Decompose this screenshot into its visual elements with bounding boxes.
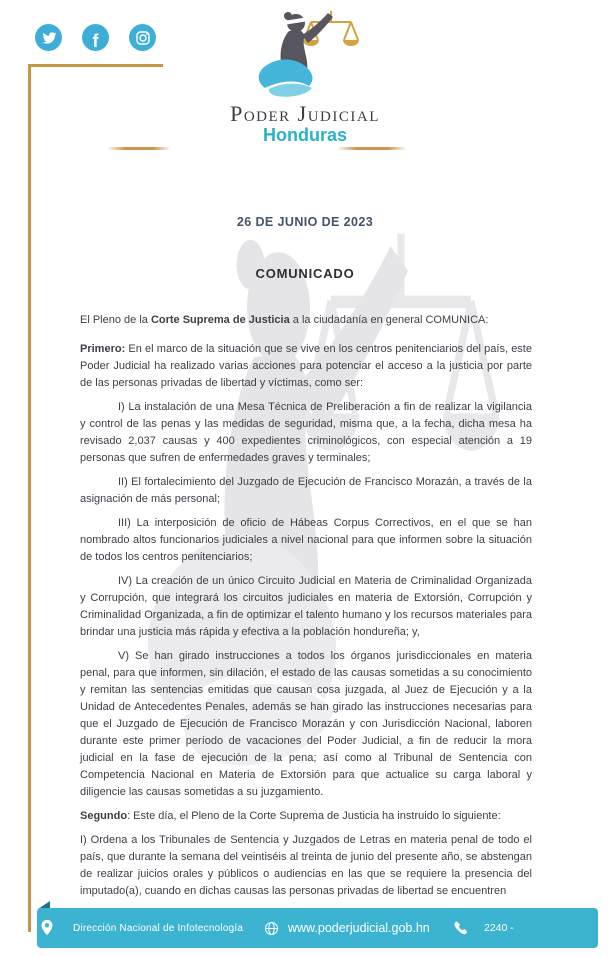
paragraph: Primero: En el marco de la situación que se vive en los centros penitenciarios del país, este Poder Judicial ha realizado varias acciones para potenciar el acceso a la justicia por parte de las personas privadas de libertad y víctimas, como ser: <box>80 343 532 389</box>
document-title: COMUNICADO <box>255 266 355 281</box>
paragraph: I) La instalación de una Mesa Técnica de Preliberación a fin de realizar la vigilancia y control de las penas y las medidas de seguridad, misma que, a la fecha, dicha mesa ha revisado 2,037 causas y 400 expedientes criminológicos, con especial atención a 19 personas que sufren de enfermedades graves y terminales; <box>80 401 532 464</box>
paragraph: II) El fortalecimiento del Juzgado de Ejecución de Francisco Morazán, a través de la asignación de más personal; <box>80 476 532 505</box>
document-date: 26 DE JUNIO DE 2023 <box>236 215 374 229</box>
paragraph: I) Ordena a los Tribunales de Sentencia y Juzgados de Letras en materia penal de todo el país, que durante la semana del veintiséis al treinta de junio del presente año, se abstengan de realizar juicios orales y públicos o audiencias en las que se requiere la presencia del imputado(a), cuando en dichas causas las personas privadas de libertad se encuentren <box>80 834 532 897</box>
gold-divider-left <box>107 147 171 150</box>
gold-divider-right <box>337 147 407 150</box>
logo-subtitle: Honduras <box>262 125 347 145</box>
phone-icon <box>454 908 469 948</box>
footer-phone: 2240 - <box>484 922 514 934</box>
footer-bar <box>37 908 598 948</box>
globe-icon <box>264 908 279 948</box>
footer-website-link[interactable]: www.poderjudicial.gob.hn <box>288 921 430 935</box>
paragraph: IV) La creación de un único Circuito Judicial en Materia de Criminalidad Organizada y Corrupción, que integrará los circuitos judiciales en materia de Extorsión, Corrupción y Criminalidad Organizada, a fin de optimizar el talento humano y los recursos materiales para brindar una justicia más rápida y efectiva a la población hondureña; y, <box>80 575 532 638</box>
paragraph: El Pleno de la Corte Suprema de Justicia a la ciudadanía en general COMUNICA: <box>80 314 489 326</box>
justice-logo-graphic <box>225 8 385 100</box>
logo <box>0 8 610 146</box>
location-pin-icon <box>40 908 54 948</box>
footer-department: Dirección Nacional de Infotecnología <box>73 922 244 934</box>
paragraph: III) La interposición de oficio de Hábeas Corpus Correctivos, en el que se han nombrado altos funcionarios judiciales a nivel nacional para que informen sobre la situación de todos los centros penitenciarios; <box>80 517 532 563</box>
logo-title: Poder Judicial <box>230 101 380 126</box>
paragraph: V) Se han girado instrucciones a todos los órganos jurisdiccionales en materia penal, para que informen, sin dilación, el estado de las causas sometidas a su conocimiento y remitan las sentencias emitidas que causan cosa juzgada, al Juez de Ejecución y a la Unidad de Antecedentes Penales, además se han girado las instrucciones necesarias para que el Juzgado de Ejecución de Francisco Morazán y con Jurisdicción Nacional, laboren durante este primer período de vacaciones del Poder Judicial, a fin de reducir la mora judicial en la fase de ejecución de la pena; así como al Tribunal de Sentencia con Competencia Nacional en Materia de Extorsión para que actualice su carga laboral y diligencie las causas sometidas a su juzgamiento. <box>80 650 532 798</box>
facebook-icon[interactable]: f <box>82 24 109 51</box>
paragraph: Segundo: Este día, el Pleno de la Corte Suprema de Justicia ha instruido lo siguiente: <box>80 810 501 822</box>
document-body <box>80 312 532 907</box>
